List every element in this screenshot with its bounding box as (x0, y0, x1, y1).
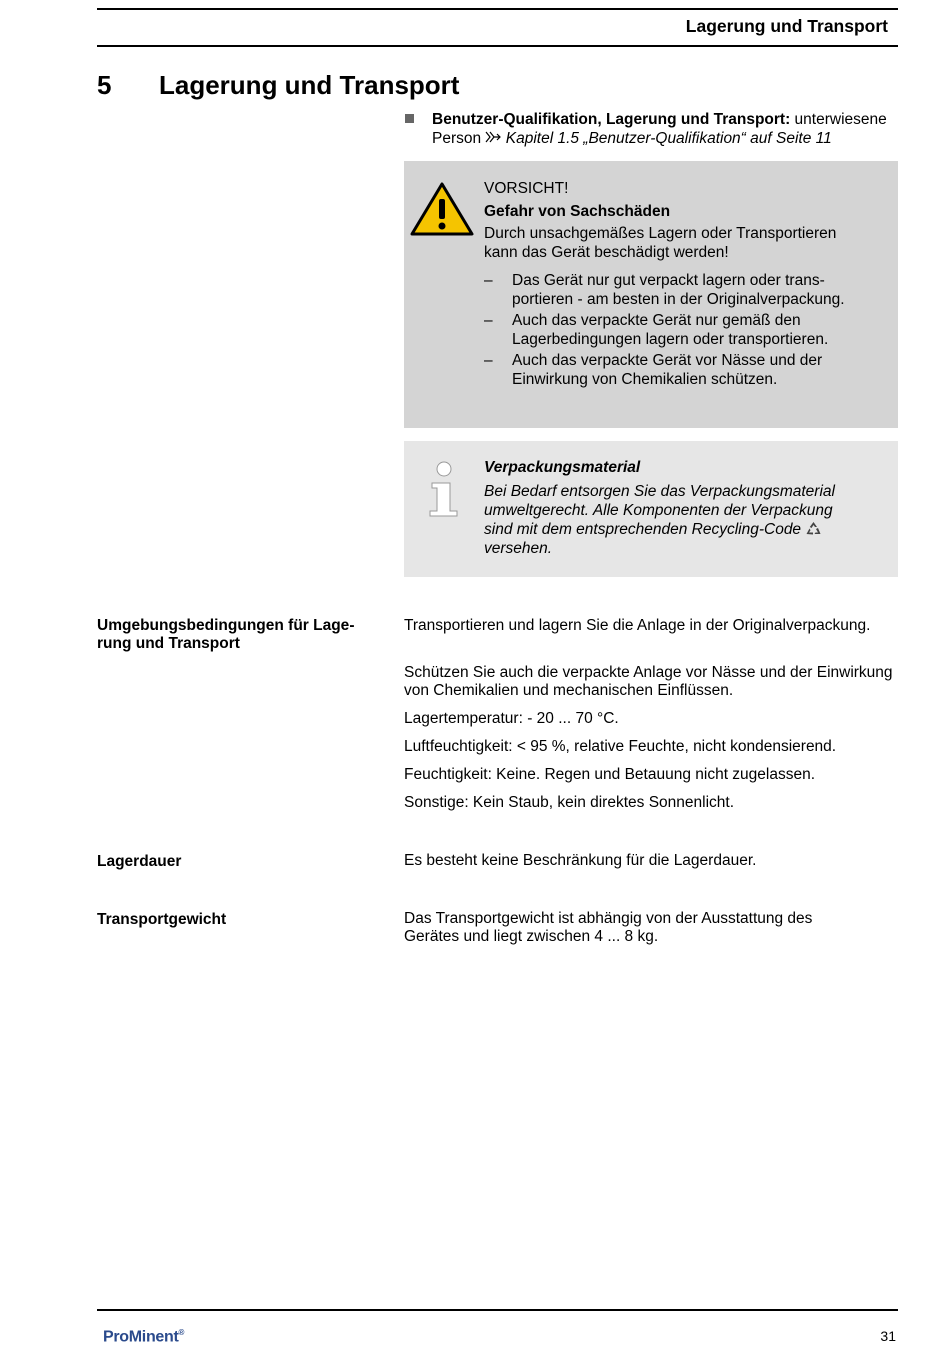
recycling-icon (805, 521, 822, 538)
hazard-title: Gefahr von Sachschäden (484, 203, 671, 220)
page-number: 31 (880, 1328, 896, 1344)
list-item: – Auch das verpackte Gerät vor Nässe und der Einwirkung von Chemikalien schützen. (484, 352, 823, 388)
square-bullet-icon (405, 114, 414, 123)
info-icon (424, 459, 464, 524)
caution-box (404, 161, 898, 428)
dash-bullet: – (484, 312, 493, 329)
section-label-weight: Transportgewicht (97, 911, 227, 928)
env-paragraph: Lagertemperatur: - 20 ... 70 °C. (404, 710, 619, 727)
env-paragraph: Feuchtigkeit: Keine. Regen und Betauung nicht zugelassen. (404, 766, 816, 783)
dash-bullet: – (484, 352, 493, 369)
hazard-consequence: Durch unsachgemäßes Lagern oder Transportieren kann das Gerät beschädigt werden! (484, 225, 837, 261)
section-label-duration: Lagerdauer (97, 853, 182, 870)
info-title: Verpackungsmaterial (484, 459, 641, 476)
info-box (404, 441, 898, 577)
list-item: – Auch das verpackte Gerät nur gemäß den Lagerbedingungen lagern oder transportieren. (484, 312, 829, 348)
env-paragraph: Luftfeuchtigkeit: < 95 %, relative Feuchte, nicht kondensierend. (404, 738, 837, 755)
env-paragraph: Schützen Sie auch die verpackte Anlage vor Nässe und der Einwirkung von Chemikalien und mechanischen Einflüssen. (404, 664, 893, 699)
measures-list (484, 271, 856, 391)
qualification-value: unterwiesene Person (432, 111, 887, 147)
header-rule (97, 45, 898, 47)
warning-triangle-icon (409, 181, 475, 242)
arrow-link-icon (485, 130, 505, 147)
dash-bullet: – (484, 272, 493, 289)
running-header: Lagerung und Transport (685, 16, 888, 36)
top-rule (97, 8, 898, 10)
chapter-crossref-link[interactable]: Kapitel 1.5 „Benutzer-Qualifikation“ auf Seite 11 (505, 130, 832, 147)
prominent-logo: ProMinent® (103, 1328, 185, 1346)
info-text: Bei Bedarf entsorgen Sie das Verpackungsmaterial umweltgerecht. Alle Komponenten der Verpackung sind mit dem entsprechenden Recycling-Code versehen. (484, 483, 835, 557)
section-label-environment: Umgebungsbedingungen für Lagerung und Transport (97, 617, 355, 652)
signal-word: VORSICHT! (484, 180, 569, 197)
chapter-number: 5 (97, 70, 112, 100)
env-paragraph: Sonstige: Kein Staub, kein direktes Sonnenlicht. (404, 794, 735, 811)
qualification-note (432, 110, 898, 148)
footer-rule (97, 1309, 898, 1311)
weight-text: Das Transportgewicht ist abhängig von der Ausstattung des Gerätes und liegt zwischen 4 ... 8 kg. (404, 910, 813, 945)
env-paragraph: Transportieren und lagern Sie die Anlage in der Originalverpackung. (404, 617, 871, 634)
qualification-label: Benutzer-Qualifikation, Lagerung und Transport: (432, 111, 791, 128)
duration-text: Es besteht keine Beschränkung für die Lagerdauer. (404, 852, 757, 869)
list-item: – Das Gerät nur gut verpackt lagern oder transportieren - am besten in der Originalverpackung. (484, 272, 845, 308)
chapter-title: Lagerung und Transport (159, 70, 460, 100)
